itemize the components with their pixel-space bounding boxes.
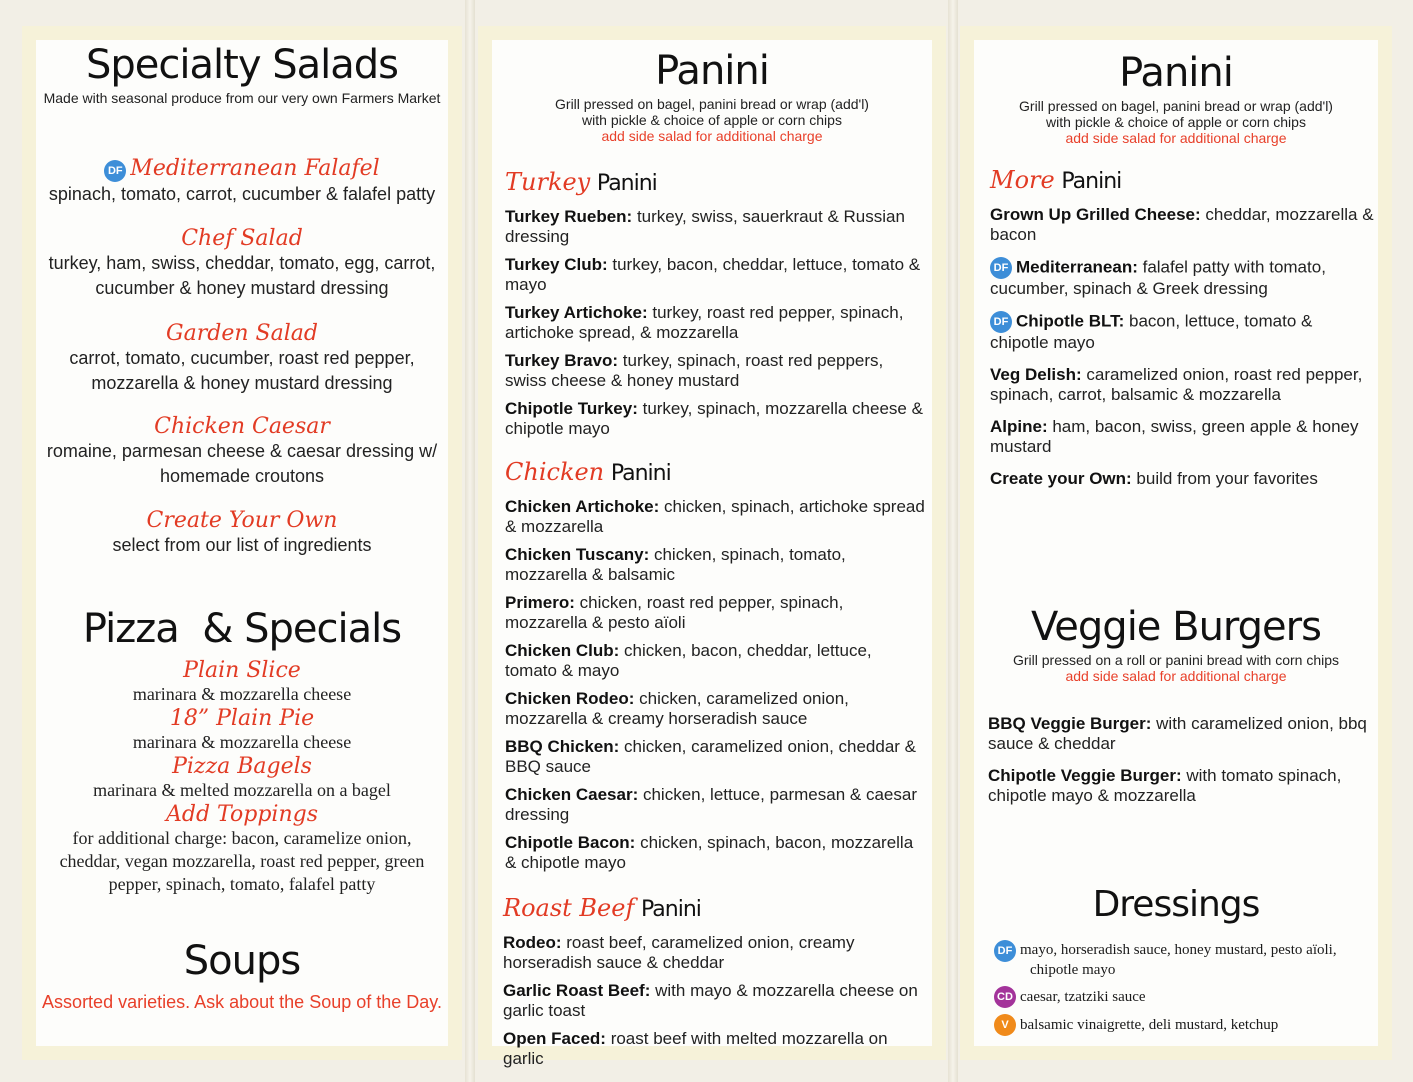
dressings-title: Dressings xyxy=(1092,884,1260,925)
item-desc: with caramelized onion, bbq sauce & cheddar xyxy=(988,714,1367,753)
item-desc: chicken, spinach, artichoke spread & mozzarella xyxy=(505,497,925,536)
beef-section xyxy=(503,894,925,1077)
pizza-desc: marinara & mozzarella cheese xyxy=(132,732,352,752)
item-name: Open Faced: xyxy=(503,1029,606,1048)
pizza-name: Add Toppings xyxy=(165,802,318,827)
section-head: Turkey xyxy=(505,168,591,196)
panini-subtitle: add side salad for additional charge xyxy=(601,128,823,144)
menu-item xyxy=(990,205,1375,245)
item-name: Rodeo: xyxy=(503,933,562,952)
item-name: Chicken Tuscany: xyxy=(505,545,650,564)
item-name: Chipotle Veggie Burger: xyxy=(988,766,1182,785)
menu-item xyxy=(988,766,1378,806)
item-desc: chicken, caramelized onion, mozzarella & creamy horseradish sauce xyxy=(505,689,849,728)
salad-item xyxy=(22,156,462,207)
menu-item xyxy=(505,833,925,873)
item-name: Create your Own: xyxy=(990,469,1132,488)
salad-name: Garden Salad xyxy=(166,321,318,346)
soups-title: Soups xyxy=(183,938,301,984)
panel-left xyxy=(22,26,462,1060)
menu-item xyxy=(505,593,925,633)
item-desc: turkey, spinach, mozzarella cheese & chipotle mayo xyxy=(505,399,923,438)
menu-item xyxy=(505,785,925,825)
menu-item xyxy=(505,255,925,295)
pizza-desc: marinara & mozzarella cheese xyxy=(132,684,352,704)
menu-item xyxy=(505,689,925,729)
chicken-section xyxy=(505,458,925,881)
salad-name: Chicken Caesar xyxy=(154,414,330,439)
item-desc: falafel patty with tomato, cucumber, spinach & Greek dressing xyxy=(990,257,1326,298)
dressing-line: chipotle mayo xyxy=(1030,962,1116,978)
item-desc: chicken, bacon, cheddar, lettuce, tomato & mayo xyxy=(505,641,872,680)
item-name: Mediterranean: xyxy=(1016,257,1138,277)
panini-subtitle: with pickle & choice of apple or corn chips xyxy=(582,112,842,128)
menu-item xyxy=(505,207,925,247)
item-name: Veg Delish: xyxy=(990,365,1082,384)
menu-item xyxy=(505,399,925,439)
pizza-desc: for additional charge: bacon, caramelize onion, xyxy=(72,828,412,848)
menu-item xyxy=(505,545,925,585)
section-head: More xyxy=(990,166,1055,194)
menu-item xyxy=(503,981,925,1021)
more-section xyxy=(990,166,1375,497)
menu-item xyxy=(505,351,925,391)
panel-middle xyxy=(478,26,946,1068)
df-badge: DF xyxy=(990,311,1012,333)
item-name: Garlic Roast Beef: xyxy=(503,981,651,1000)
df-badge: DF xyxy=(994,940,1016,962)
cd-badge: CD xyxy=(994,986,1016,1008)
section-head-panini: Panini xyxy=(1061,169,1122,194)
dressing-line: balsamic vinaigrette, deli mustard, ketchup xyxy=(1020,1017,1279,1033)
panini-subtitle: Grill pressed on bagel, panini bread or wrap (add'l) xyxy=(1019,98,1333,114)
item-name: Turkey Bravo: xyxy=(505,351,619,370)
menu-item xyxy=(505,497,925,537)
item-name: Chicken Caesar: xyxy=(505,785,639,804)
item-desc: chicken, lettuce, parmesan & caesar dressing xyxy=(505,785,917,824)
section-head: Chicken xyxy=(505,458,605,486)
item-desc: chicken, spinach, bacon, mozzarella & chipotle mayo xyxy=(505,833,914,872)
item-name: BBQ Veggie Burger: xyxy=(988,714,1152,733)
item-name: Chipotle Turkey: xyxy=(505,399,638,418)
item-name: Chicken Club: xyxy=(505,641,620,660)
item-name: Chipotle Bacon: xyxy=(505,833,636,852)
dressings-list xyxy=(994,940,1384,1036)
fold-left xyxy=(465,0,475,1082)
item-desc: turkey, swiss, sauerkraut & Russian dressing xyxy=(505,207,905,246)
menu-item xyxy=(503,933,925,973)
item-desc: cheddar, mozzarella & bacon xyxy=(990,205,1374,244)
panini-subtitle: Grill pressed on bagel, panini bread or wrap (add'l) xyxy=(555,96,869,112)
item-desc: roast beef, caramelized onion, creamy horseradish sauce & cheddar xyxy=(503,933,855,972)
salad-item xyxy=(22,414,462,489)
item-desc: bacon, lettuce, tomato & chipotle mayo xyxy=(990,311,1313,352)
panini-subtitle: add side salad for additional charge xyxy=(1065,130,1287,146)
section-head-panini: Panini xyxy=(641,897,701,922)
pizza-name: Pizza Bagels xyxy=(172,754,312,779)
item-desc: caramelized onion, roast red pepper, spinach, carrot, balsamic & mozzarella xyxy=(990,365,1363,404)
section-head: Roast Beef xyxy=(503,894,635,922)
item-desc: turkey, roast red pepper, spinach, artichoke spread, & mozzarella xyxy=(505,303,904,342)
menu-item xyxy=(990,257,1375,299)
menu-item xyxy=(505,737,925,777)
pizza-name: 18” Plain Pie xyxy=(169,706,315,731)
item-desc: chicken, caramelized onion, cheddar & BBQ sauce xyxy=(505,737,917,776)
veggie-subtitle: add side salad for additional charge xyxy=(1065,668,1287,684)
veggie-section xyxy=(988,714,1378,814)
item-desc: ham, bacon, swiss, green apple & honey mustard xyxy=(990,417,1359,456)
panel-right xyxy=(960,26,1392,1060)
df-badge: DF xyxy=(104,160,126,182)
salad-desc: homemade croutons xyxy=(159,466,325,486)
salad-desc: select from our list of ingredients xyxy=(112,535,372,555)
pizza-desc: marinara & melted mozzarella on a bagel xyxy=(93,780,391,800)
v-badge: V xyxy=(994,1014,1016,1036)
salad-desc: romaine, parmesan cheese & caesar dressing w/ xyxy=(46,441,438,461)
salad-desc: cucumber & honey mustard dressing xyxy=(95,278,389,298)
salad-item xyxy=(22,508,462,558)
soups-desc: Assorted varieties. Ask about the Soup of the Day. xyxy=(42,992,442,1012)
veggie-title: Veggie Burgers xyxy=(1031,604,1321,650)
menu-item xyxy=(503,1029,925,1069)
menu-item xyxy=(505,641,925,681)
df-badge: DF xyxy=(990,257,1012,279)
dressing-row xyxy=(994,986,1384,1008)
salads-title: Specialty Salads xyxy=(86,42,398,88)
pizza-name: Plain Slice xyxy=(183,658,301,683)
item-name: Primero: xyxy=(505,593,575,612)
section-head-panini: Panini xyxy=(610,461,671,486)
item-name: Turkey Rueben: xyxy=(505,207,633,226)
item-desc: build from your favorites xyxy=(1131,469,1318,488)
pizza-desc: cheddar, vegan mozzarella, roast red pepper, green xyxy=(59,851,425,871)
dressing-row xyxy=(994,1014,1384,1036)
pizza-title: Pizza & Specials xyxy=(82,606,402,652)
panini-title: Panini xyxy=(655,48,769,94)
section-head-panini: Panini xyxy=(596,171,657,196)
item-name: Chicken Artichoke: xyxy=(505,497,660,516)
salad-name: Chef Salad xyxy=(181,226,303,251)
menu-item xyxy=(505,303,925,343)
menu-item xyxy=(990,417,1375,457)
item-desc: with tomato spinach, chipotle mayo & mozzarella xyxy=(988,766,1342,805)
panini-title: Panini xyxy=(1119,50,1233,96)
salad-desc: carrot, tomato, cucumber, roast red pepper, xyxy=(69,348,415,368)
salads-subtitle: Made with seasonal produce from our very own Farmers Market xyxy=(43,90,441,106)
item-name: Alpine: xyxy=(990,417,1048,436)
item-desc: roast beef with melted mozzarella on garlic xyxy=(503,1029,888,1068)
menu-item xyxy=(988,714,1378,754)
pizza-desc: pepper, spinach, tomato, falafel patty xyxy=(108,874,376,894)
item-name: BBQ Chicken: xyxy=(505,737,620,756)
item-name: Grown Up Grilled Cheese: xyxy=(990,205,1201,224)
panini-subtitle: with pickle & choice of apple or corn chips xyxy=(1046,114,1306,130)
item-name: Chipotle BLT: xyxy=(1016,311,1125,331)
item-name: Turkey Club: xyxy=(505,255,608,274)
dressing-row xyxy=(994,940,1384,980)
salad-name: Mediterranean Falafel xyxy=(130,156,380,181)
salad-desc: spinach, tomato, carrot, cucumber & falafel patty xyxy=(48,183,436,204)
fold-right xyxy=(948,0,958,1082)
item-name: Chicken Rodeo: xyxy=(505,689,635,708)
dressing-line: caesar, tzatziki sauce xyxy=(1020,989,1146,1005)
salad-desc: turkey, ham, swiss, cheddar, tomato, egg, carrot, xyxy=(48,253,436,273)
menu-item xyxy=(990,311,1375,353)
menu-item xyxy=(990,469,1375,489)
item-desc: with mayo & mozzarella cheese on garlic toast xyxy=(503,981,918,1020)
menu-item xyxy=(990,365,1375,405)
salad-name: Create Your Own xyxy=(146,508,338,533)
dressing-line: mayo, horseradish sauce, honey mustard, pesto aïoli, xyxy=(1020,942,1337,958)
turkey-section xyxy=(505,168,925,447)
item-desc: chicken, spinach, tomato, mozzarella & balsamic xyxy=(505,545,846,584)
veggie-subtitle: Grill pressed on a roll or panini bread with corn chips xyxy=(1012,652,1340,668)
item-name: Turkey Artichoke: xyxy=(505,303,648,322)
item-desc: chicken, roast red pepper, spinach, mozzarella & pesto aïoli xyxy=(505,593,844,632)
salad-desc: mozzarella & honey mustard dressing xyxy=(91,373,393,393)
salad-item xyxy=(22,321,462,396)
item-desc: turkey, spinach, roast red peppers, swiss cheese & honey mustard xyxy=(505,351,884,390)
salad-item xyxy=(22,226,462,301)
item-desc: turkey, bacon, cheddar, lettuce, tomato & mayo xyxy=(505,255,921,294)
